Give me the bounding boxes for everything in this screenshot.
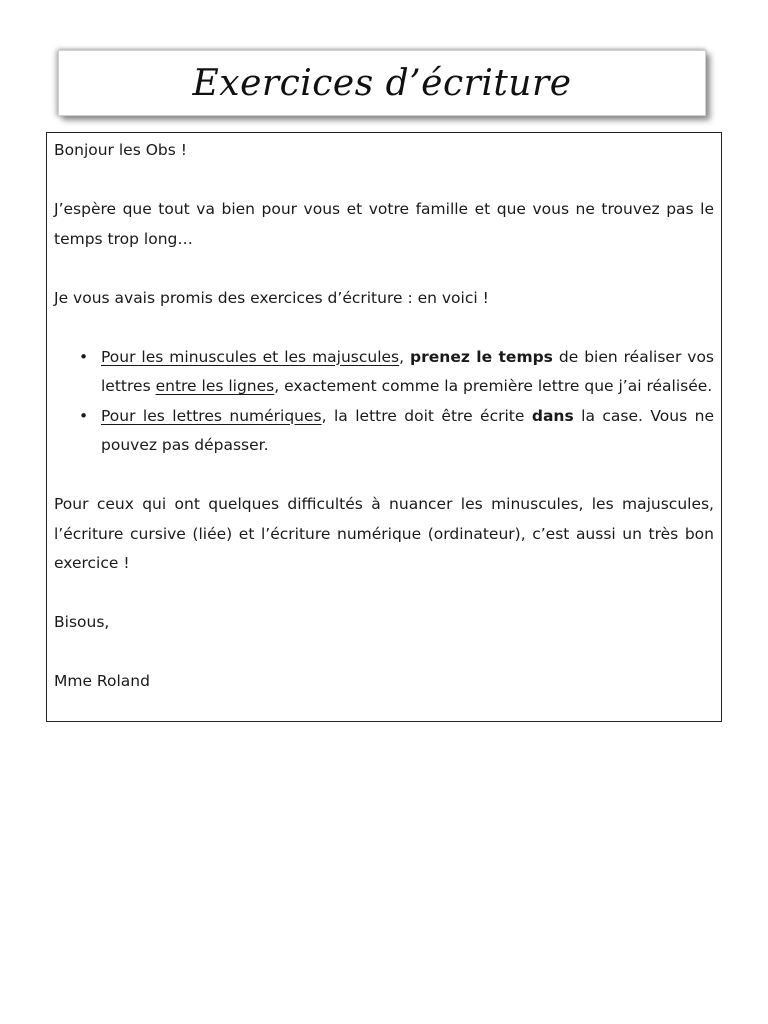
bullet-icon: • <box>79 347 89 366</box>
list-text: la case. Vous ne pouvez pas dépasser. <box>101 406 714 454</box>
spacer <box>54 166 714 196</box>
bold-text: dans <box>531 406 574 425</box>
instruction-list <box>54 343 714 461</box>
paragraph-difficulties: Pour ceux qui ont quelques difficultés à nuancer les minuscules, les majuscules, l’écriture cursive (liée) et l’écriture numérique (ordinateur), c’est aussi un très bon exercice ! <box>54 495 714 572</box>
list-text: , <box>399 347 411 366</box>
paragraph-wellbeing: J’espère que tout va bien pour vous et votre famille et que vous ne trouvez pas le temps trop long… <box>54 200 714 248</box>
greeting: Bonjour les Obs ! <box>54 141 187 159</box>
bullet-icon: • <box>79 406 89 425</box>
underlined-text: Pour les lettres numériques <box>101 406 322 425</box>
list-text: de bien réaliser vos lettres <box>101 347 714 395</box>
list-item-numeric <box>79 402 714 461</box>
page-title: Exercices d’écriture <box>192 62 572 104</box>
bold-text: prenez le temps <box>410 347 553 366</box>
signature: Mme Roland <box>54 672 150 690</box>
spacer <box>54 254 714 284</box>
list-item-letters <box>79 343 714 402</box>
paragraph-promise: Je vous avais promis des exercices d’écriture : en voici ! <box>54 288 489 307</box>
closing: Bisous, <box>54 613 110 631</box>
spacer <box>54 579 714 609</box>
letter-frame <box>46 132 722 722</box>
spacer <box>54 461 714 491</box>
underlined-text: Pour les minuscules et les majuscules <box>101 347 400 366</box>
list-text: , exactement comme la première lettre que j’ai réalisée. <box>274 377 713 395</box>
underlined-text: entre les lignes <box>155 377 275 395</box>
list-text: , la lettre doit être écrite <box>321 406 532 425</box>
spacer <box>54 638 714 668</box>
spacer <box>54 313 714 343</box>
title-banner <box>58 50 706 116</box>
